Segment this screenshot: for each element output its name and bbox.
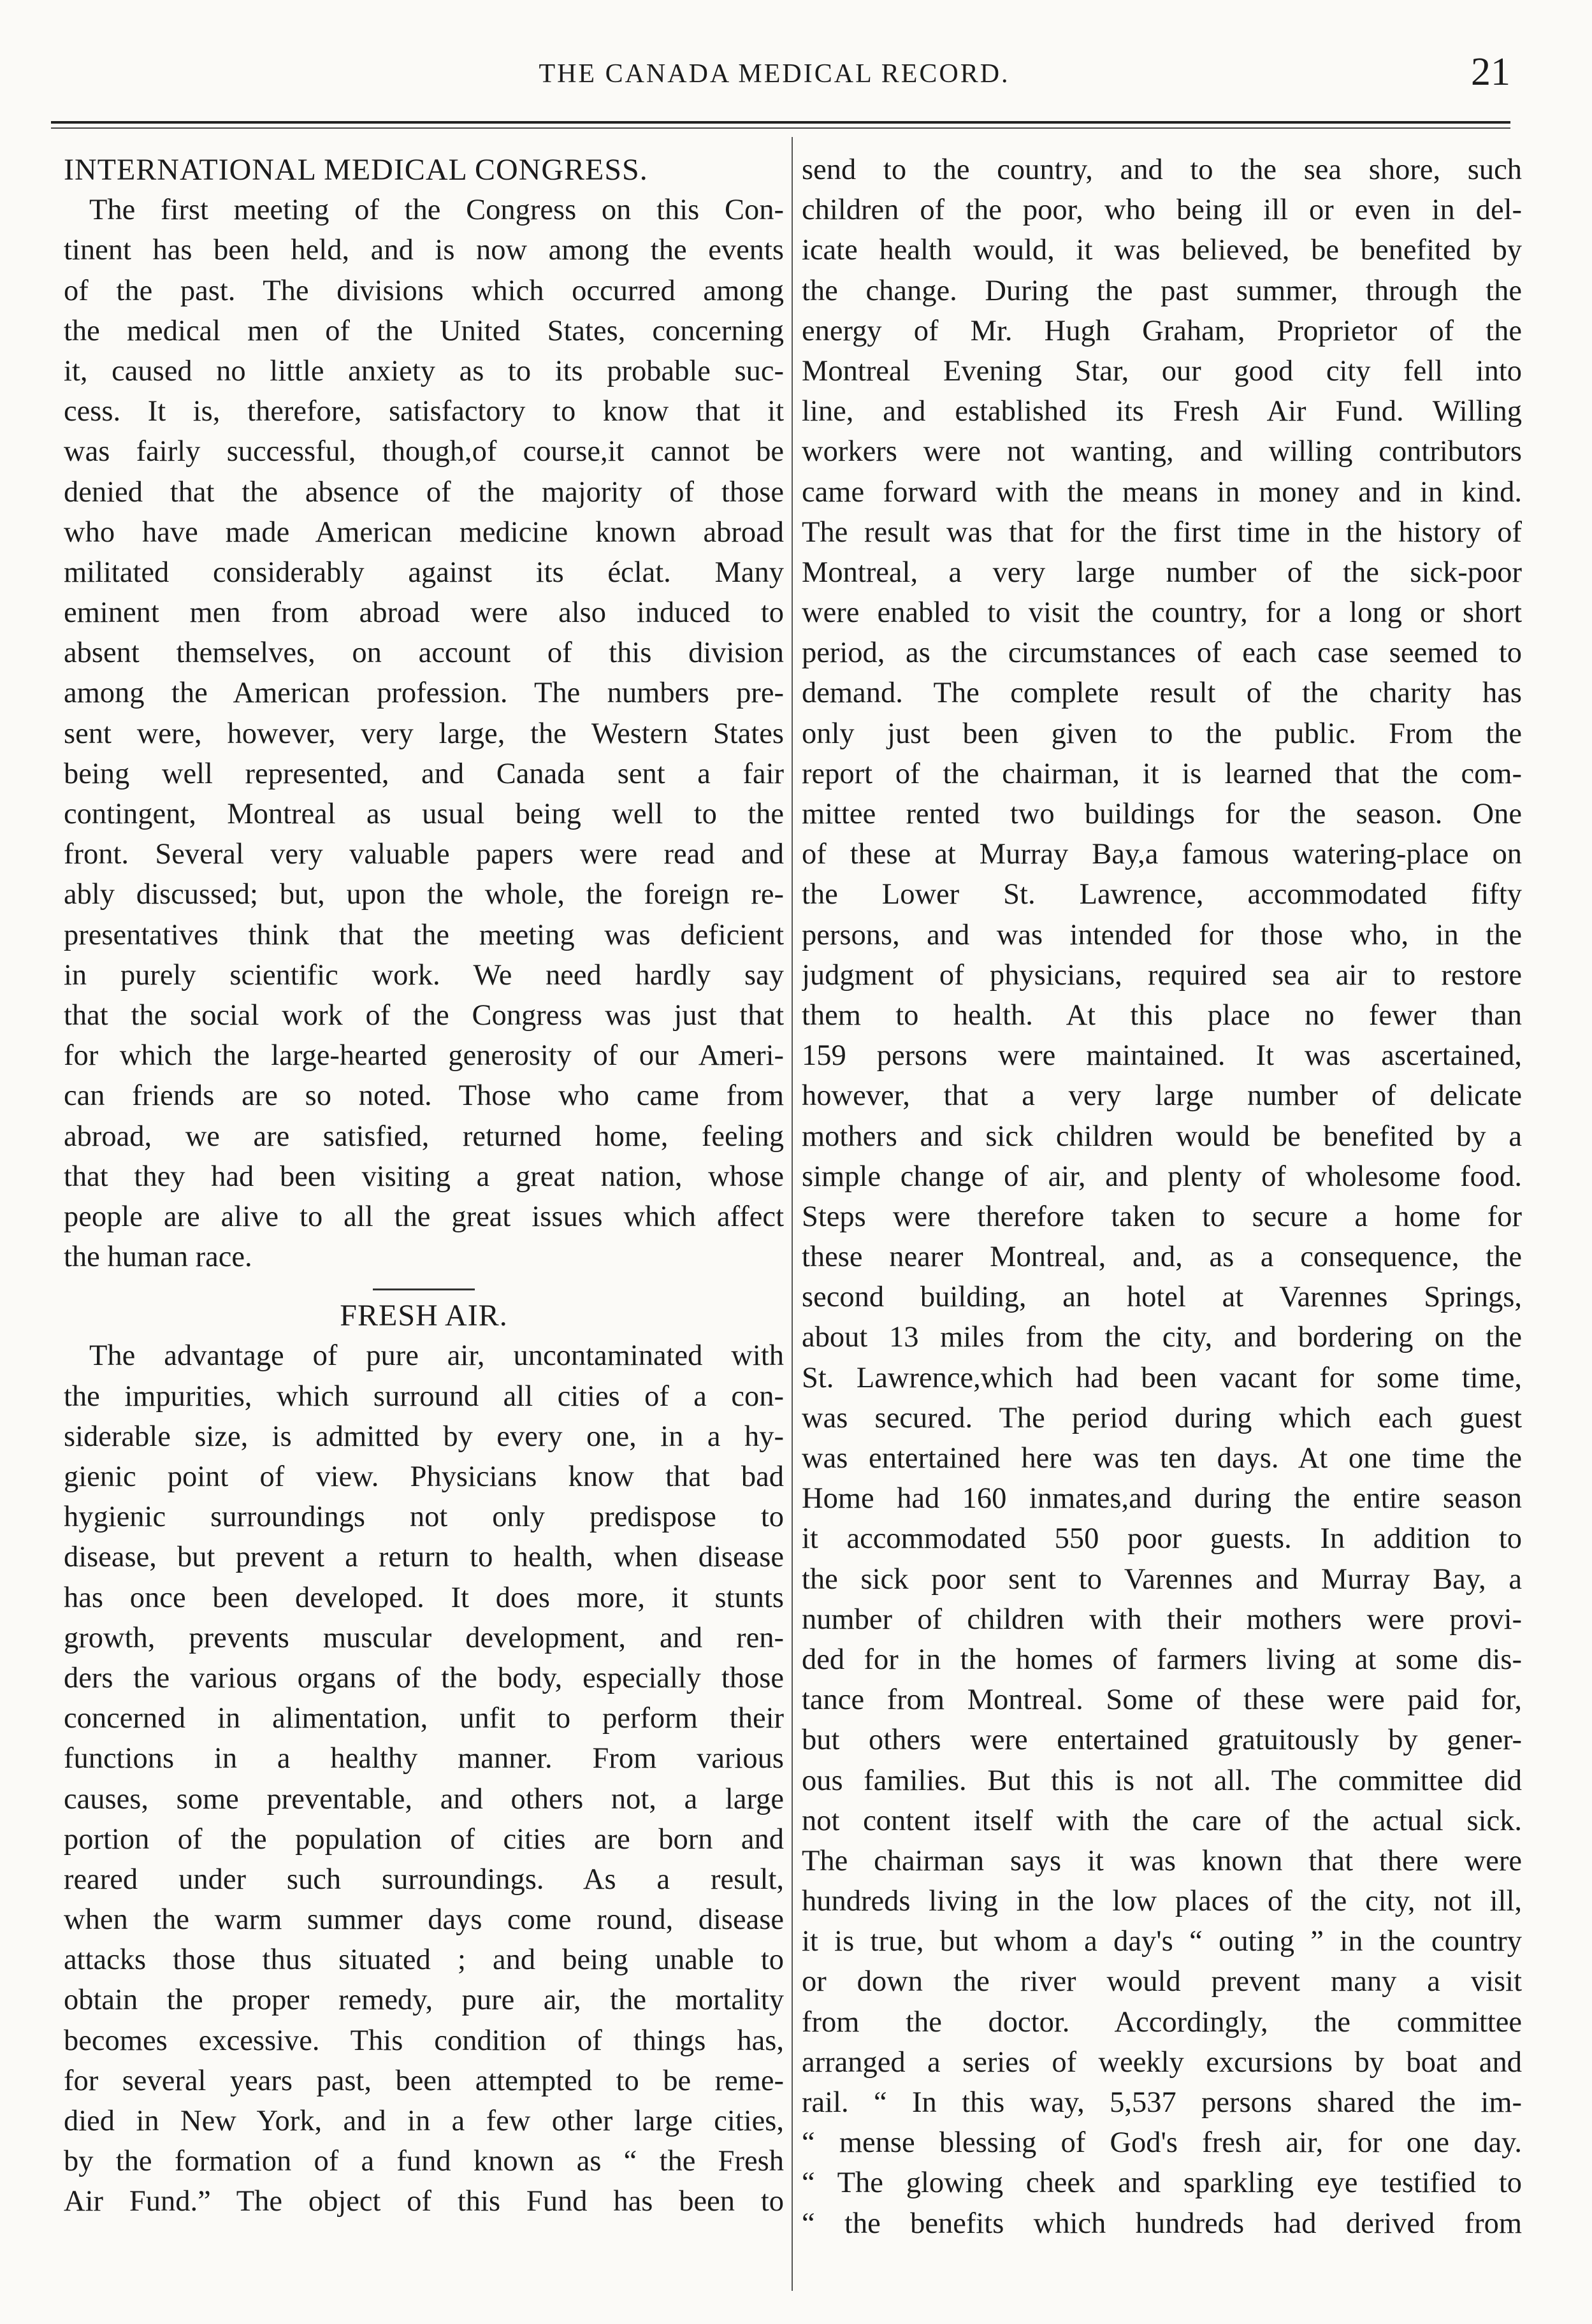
text-line: siderable size, is admitted by every one, in a hy- — [64, 1420, 784, 1453]
text-line: the Lower St. Lawrence, accommodated fifty — [802, 878, 1522, 911]
running-title: THE CANADA MEDICAL RECORD. — [539, 59, 1010, 89]
text-line: by the formation of a fund known as “ the Fresh — [64, 2145, 784, 2178]
text-line: of these at Murray Bay,a famous watering-place on — [802, 838, 1522, 871]
text-line: Air Fund.” The object of this Fund has been to — [64, 2185, 784, 2218]
article-body-congress — [64, 190, 784, 1277]
text-line: tance from Montreal. Some of these were paid for, — [802, 1684, 1522, 1717]
text-line: it accommodated 550 poor guests. In addition to — [802, 1522, 1522, 1555]
text-line: sent were, however, very large, the Western States — [64, 717, 784, 750]
text-line: tinent has been held, and is now among the events — [64, 234, 784, 267]
text-line: icate health would, it was believed, be benefited by — [802, 234, 1522, 267]
text-line: abroad, we are satisfied, returned home, feeling — [64, 1120, 784, 1153]
text-line: in purely scientific work. We need hardly say — [64, 958, 784, 992]
text-line: only just been given to the public. From the — [802, 717, 1522, 750]
text-line: judgment of physicians, required sea air to restore — [802, 958, 1522, 992]
text-line: demand. The complete result of the charity has — [802, 677, 1522, 710]
text-line: cess. It is, therefore, satisfactory to know that it — [64, 395, 784, 428]
text-line: these nearer Montreal, and, as a consequence, the — [802, 1241, 1522, 1274]
text-line: but others were entertained gratuitously by gener- — [802, 1724, 1522, 1757]
text-line: people are alive to all the great issues which affect — [64, 1200, 784, 1233]
text-line: died in New York, and in a few other large cities, — [64, 2105, 784, 2137]
text-line: concerned in alimentation, unfit to perform their — [64, 1702, 784, 1735]
text-line: report of the chairman, it is learned that the com- — [802, 757, 1522, 790]
text-line: disease, but prevent a return to health, when disease — [64, 1541, 784, 1574]
text-line: about 13 miles from the city, and bordering on the — [802, 1321, 1522, 1354]
text-line: eminent men from abroad were also induced to — [64, 596, 784, 630]
article-heading-congress: INTERNATIONAL MEDICAL CONGRESS. — [64, 153, 648, 187]
text-line: mittee rented two buildings for the season. One — [802, 798, 1522, 830]
text-line: were enabled to visit the country, for a long or short — [802, 596, 1522, 630]
text-line: the medical men of the United States, concerning — [64, 314, 784, 347]
text-line: among the American profession. The numbers pre- — [64, 677, 784, 710]
text-line: obtain the proper remedy, pure air, the mortality — [64, 1984, 784, 2017]
text-line: of the past. The divisions which occurred among — [64, 274, 784, 307]
text-line: came forward with the means in money and in kind. — [802, 475, 1522, 509]
text-line: the sick poor sent to Varennes and Murray Bay, a — [802, 1563, 1522, 1596]
text-line: portion of the population of cities are born and — [64, 1822, 784, 1856]
text-line: simple change of air, and plenty of wholesome food. — [802, 1160, 1522, 1193]
text-line: energy of Mr. Hugh Graham, Proprietor of the — [802, 314, 1522, 347]
text-line: “ the benefits which hundreds had derived from — [802, 2207, 1522, 2240]
text-line: the human race. — [64, 1241, 252, 1274]
text-line: not content itself with the care of the actual sick. — [802, 1804, 1522, 1837]
text-line: send to the country, and to the sea shore, such — [802, 154, 1522, 186]
text-line: it, caused no little anxiety as to its probable suc- — [64, 354, 784, 387]
text-line: number of children with their mothers were provi- — [802, 1603, 1522, 1636]
text-line: mothers and sick children would be benefited by a — [802, 1120, 1522, 1153]
text-line: them to health. At this place no fewer than — [802, 999, 1522, 1032]
text-line: “ mense blessing of God's fresh air, for one day. — [802, 2126, 1522, 2160]
article-heading-fresh-air: FRESH AIR. — [340, 1299, 508, 1333]
text-line: ders the various organs of the body, especially those — [64, 1661, 784, 1694]
text-line: was fairly successful, though,of course,it cannot be — [64, 435, 784, 468]
running-head — [38, 45, 1510, 96]
text-line: reared under such surroundings. As a result, — [64, 1863, 784, 1896]
text-line: it is true, but whom a day's “ outing ” in the country — [802, 1925, 1522, 1958]
text-line: for which the large-hearted generosity of our Ameri- — [64, 1039, 784, 1072]
text-line: The result was that for the first time in the history of — [802, 516, 1522, 549]
text-line: front. Several very valuable papers were read and — [64, 838, 784, 871]
text-line: hundreds living in the low places of the city, not ill, — [802, 1885, 1522, 1918]
text-line: who have made American medicine known abroad — [64, 516, 784, 549]
left-column — [64, 150, 784, 2222]
text-line: was secured. The period during which each guest — [802, 1401, 1522, 1434]
text-line: hygienic surroundings not only predispose to — [64, 1501, 784, 1534]
text-line: Home had 160 inmates,and during the entire season — [802, 1482, 1522, 1515]
article-body-fresh-air-part1 — [64, 1336, 784, 2221]
article-body-fresh-air-part2 — [802, 150, 1522, 2244]
text-line: absent themselves, on account of this division — [64, 637, 784, 670]
text-line: line, and established its Fresh Air Fund. Willing — [802, 395, 1522, 428]
text-line: 159 persons were maintained. It was ascertained, — [802, 1039, 1522, 1072]
text-line: contingent, Montreal as usual being well to the — [64, 798, 784, 830]
text-line: functions in a healthy manner. From various — [64, 1742, 784, 1775]
column-divider — [792, 137, 793, 2291]
text-line: when the warm summer days come round, disease — [64, 1903, 784, 1937]
right-column — [802, 150, 1522, 2244]
header-rule — [51, 121, 1510, 124]
text-line: the change. During the past summer, through the — [802, 274, 1522, 307]
text-line: ous families. But this is not all. The committee did — [802, 1764, 1522, 1797]
text-line: ded for in the homes of farmers living at some dis- — [802, 1643, 1522, 1676]
text-line: that the social work of the Congress was just that — [64, 999, 784, 1032]
text-line: however, that a very large number of delicate — [802, 1079, 1522, 1113]
text-line: workers were not wanting, and willing contributors — [802, 435, 1522, 468]
text-line: from the doctor. Accordingly, the committee — [802, 2005, 1522, 2039]
text-line: being well represented, and Canada sent a fair — [64, 757, 784, 790]
text-line: causes, some preventable, and others not, a large — [64, 1782, 784, 1815]
text-line: children of the poor, who being ill or even in del- — [802, 194, 1522, 227]
text-line: becomes excessive. This condition of things has, — [64, 2024, 784, 2057]
text-line: persons, and was intended for those who, in the — [802, 918, 1522, 951]
header-rule-secondary — [51, 127, 1510, 129]
text-line: for several years past, been attempted to be reme- — [64, 2064, 784, 2097]
text-line: arranged a series of weekly excursions by boat and — [802, 2046, 1522, 2079]
text-line: The chairman says it was known that there were — [802, 1844, 1522, 1877]
text-line: period, as the circumstances of each case seemed to — [802, 637, 1522, 670]
text-line: The advantage of pure air, uncontaminated with — [89, 1339, 784, 1373]
text-line: or down the river would prevent many a visit — [802, 1965, 1522, 1998]
text-line: that they had been visiting a great nation, whose — [64, 1160, 784, 1193]
text-line: can friends are so noted. Those who came from — [64, 1079, 784, 1113]
text-line: the impurities, which surround all cities of a con- — [64, 1380, 784, 1413]
text-line: Montreal, a very large number of the sick-poor — [802, 556, 1522, 589]
text-line: was entertained here was ten days. At one time the — [802, 1442, 1522, 1475]
text-line: has once been developed. It does more, it stunts — [64, 1581, 784, 1614]
text-line: The first meeting of the Congress on this Con- — [89, 194, 784, 227]
text-line: presentatives think that the meeting was deficient — [64, 918, 784, 951]
text-line: militated considerably against its éclat. Many — [64, 556, 784, 589]
text-line: Steps were therefore taken to secure a home for — [802, 1200, 1522, 1233]
text-line: growth, prevents muscular development, and ren- — [64, 1621, 784, 1654]
page-number: 21 — [1471, 50, 1510, 94]
text-line: rail. “ In this way, 5,537 persons shared the im- — [802, 2086, 1522, 2119]
text-line: gienic point of view. Physicians know that bad — [64, 1461, 784, 1493]
text-line: “ The glowing cheek and sparkling eye testified to — [802, 2167, 1522, 2200]
text-line: St. Lawrence,which had been vacant for some time, — [802, 1361, 1522, 1394]
text-line: second building, an hotel at Varennes Springs, — [802, 1281, 1522, 1314]
text-line: Montreal Evening Star, our good city fell into — [802, 354, 1522, 387]
text-line: denied that the absence of the majority of those — [64, 475, 784, 509]
text-line: attacks those thus situated ; and being unable to — [64, 1944, 784, 1977]
text-line: ably discussed; but, upon the whole, the foreign re- — [64, 878, 784, 911]
article-separator — [373, 1288, 475, 1290]
